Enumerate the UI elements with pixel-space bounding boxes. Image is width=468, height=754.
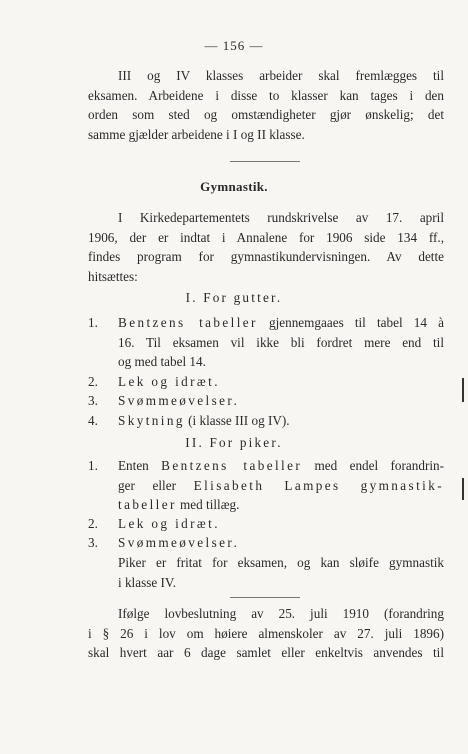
- item-text: tabeller med tillæg.: [118, 497, 240, 512]
- item-text: og med tabel 14.: [118, 354, 206, 369]
- item-number: 2.: [88, 516, 98, 531]
- item-number: 1.: [88, 315, 98, 330]
- intro-line: III og IV klasses arbeider skal fremlægges til: [118, 68, 444, 83]
- item-text: gjennemgaaes til tabel 14 à: [257, 315, 444, 330]
- boys-section-title: I. For gutter.: [185, 290, 283, 305]
- spaced-term: Lek og idræt.: [118, 374, 220, 389]
- intro-line: orden som sted og omstændigheter gjør ønskelig; det: [88, 107, 444, 122]
- page-number: — 156 —: [204, 38, 264, 53]
- gym-line: 1906, der er indtat i Annalene for 1906 side 134 ff.,: [88, 229, 444, 245]
- closing-line: Ifølge lovbeslutning av 25. juli 1910 (forandring: [118, 606, 444, 621]
- note-line: i klasse IV.: [118, 574, 176, 590]
- item-number: 1.: [88, 458, 98, 473]
- item-text: 16. Til eksamen vil ikke bli fordret mere end til: [118, 334, 444, 350]
- spaced-term: Bentzens tabeller: [118, 315, 258, 330]
- item-number: 2.: [88, 374, 98, 389]
- page-edge-mark: [462, 378, 464, 402]
- note-line: Piker er fritat for eksamen, og kan sløife gymnastik: [118, 555, 444, 570]
- section-divider: [230, 161, 300, 162]
- girls-section-title: II. For piker.: [185, 435, 283, 450]
- gym-line: hitsættes:: [88, 268, 138, 284]
- spaced-term: Svømmeøvelser.: [118, 393, 240, 408]
- section-divider: [230, 597, 300, 598]
- item-number: 3.: [88, 393, 98, 408]
- gym-line: I Kirkedepartementets rundskrivelse av 17. april: [118, 210, 444, 225]
- item-number: 4.: [88, 413, 98, 428]
- item-text: (i klasse III og IV).: [184, 413, 290, 428]
- spaced-term: Lek og idræt.: [118, 516, 220, 531]
- item-text: Enten Bentzens tabeller med endel forandrin-: [118, 458, 444, 473]
- gym-line: findes program for gymnastikundervisningen. Av dette: [88, 249, 444, 264]
- item-text: ger eller Elisabeth Lampes gymnastik-: [118, 477, 444, 493]
- item-number: 3.: [88, 535, 98, 550]
- closing-line: skal hvert aar 6 dage samlet eller enkeltvis anvendes til: [88, 645, 444, 660]
- section-title: Gymnastik.: [200, 179, 268, 194]
- spaced-term: Svømmeøvelser.: [118, 535, 240, 550]
- intro-line: samme gjælder arbeidene i I og II klasse.: [88, 126, 305, 142]
- spaced-term: Skytning: [118, 413, 185, 428]
- closing-paragraph: [88, 604, 444, 663]
- intro-paragraph: [88, 66, 444, 144]
- gym-paragraph: [88, 208, 444, 286]
- page-edge-mark: [462, 478, 464, 500]
- closing-line: i § 26 i lov om høiere almenskoler av 27. juli 1896): [88, 625, 444, 641]
- intro-line: eksamen. Arbeidene i disse to klasser kan tages i den: [88, 87, 444, 103]
